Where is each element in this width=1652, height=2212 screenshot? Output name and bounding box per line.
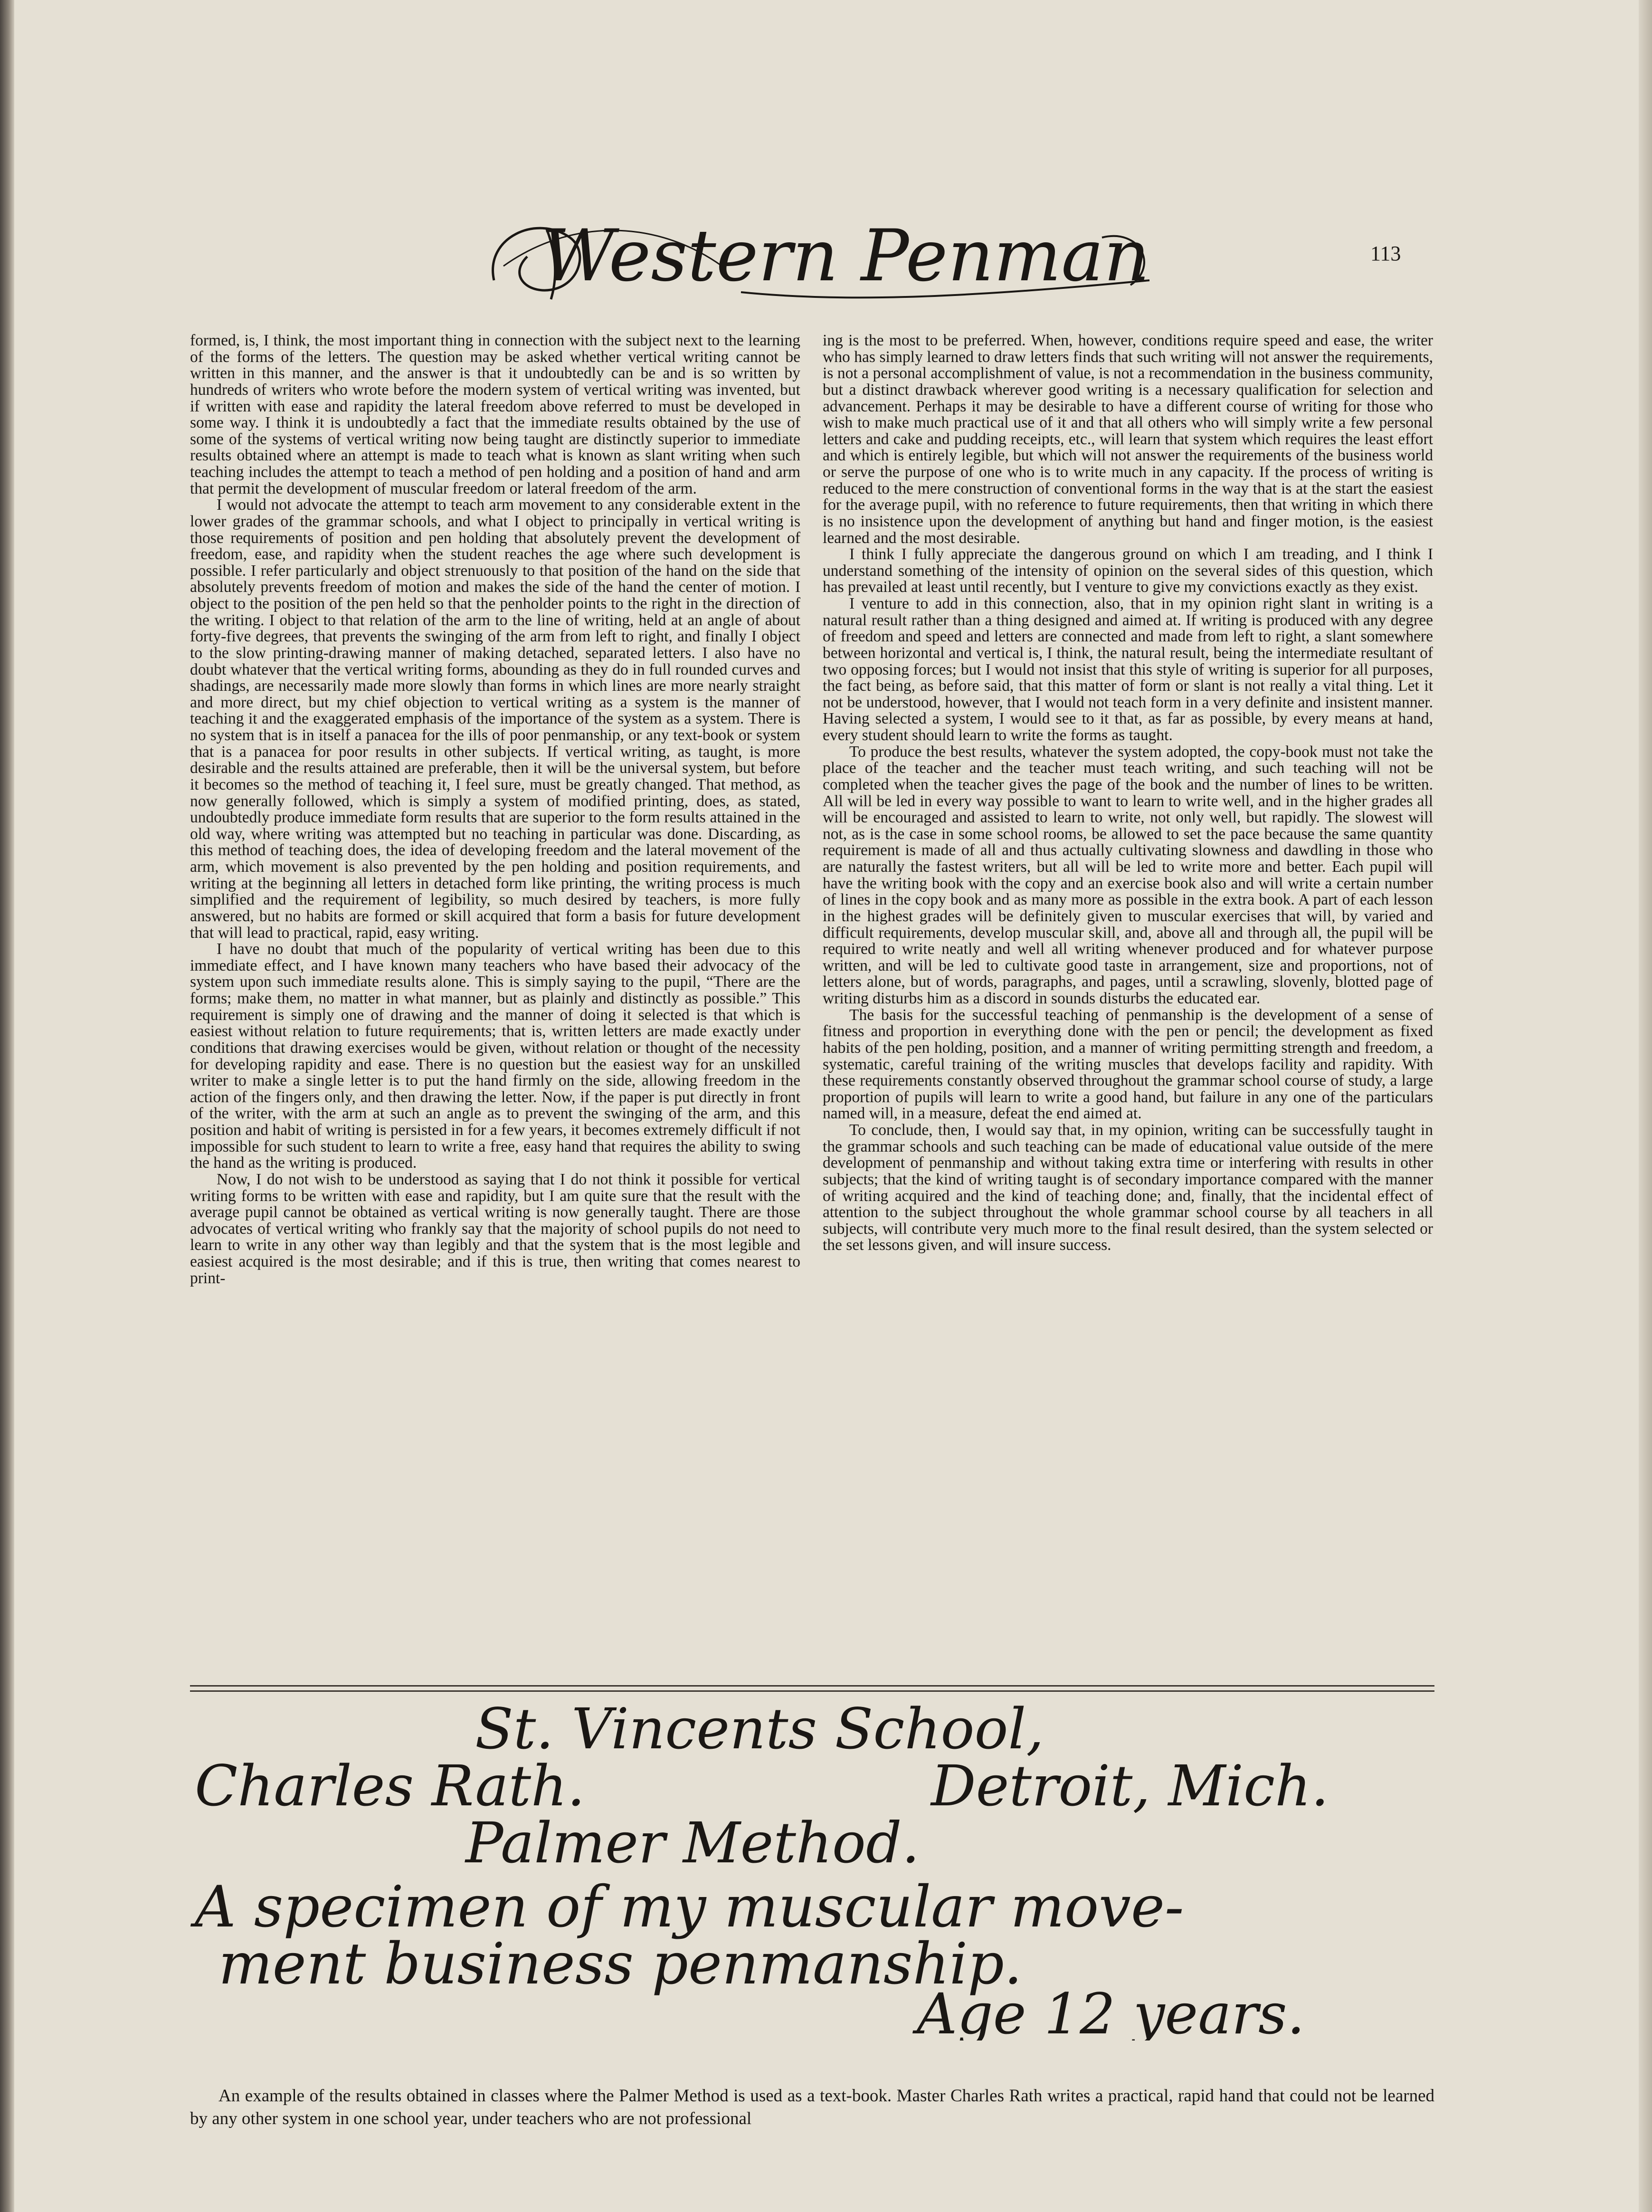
paragraph: formed, is, I think, the most important thing in connection with the subject next to the learning of the forms of the letters. The question may be asked whether vertical writing cannot be written in this manner, and the answer is that it undoubtedly can be and is so written by hundreds of writers who wrote before the modern system of vertical writing was invented, but if written with ease and rapidity the lateral freedom above referred to must be developed in some way. I think it is undoubtedly a fact that the immediate results obtained by the use of some of the systems of vertical writing now being taught are distinctly superior to immediate results obtained where an attempt is made to teach what is known as slant writing when such teaching includes the attempt to teach a method of pen holding and a position of hand and arm that permit the development of muscular freedom or lateral freedom of the arm. — [190, 333, 800, 497]
specimen-line-1: A specimen of my muscular move- — [195, 1874, 1184, 1940]
paragraph: I venture to add in this connection, also, that in my opinion right slant in writing is a natural result rather than a thing designed and aimed at. If writing is produced with any degree of freedom and speed and letters are connected and made from left to right, a slant somewhere between horizontal and vertical is, I think, the natural result, being the intermediate resultant of two opposing forces; but I would not insist that this style of writing is superior for all purposes, the fact being, as before said, that this matter of form or slant is not really a vital thing. Let it not be understood, however, that I would not teach form in a very definite and insistent manner. Having selected a system, I would see to it that, as far as possible, by every means at hand, every student should learn to write the forms as taught. — [823, 595, 1433, 744]
specimen-name: Charles Rath. — [195, 1753, 585, 1819]
paragraph: I think I fully appreciate the dangerous ground on which I am treading, and I think I understand something of the intensity of opinion on the several sides of this question, which has prevailed at least until recently, but I venture to give my convictions exactly as they exist. — [823, 545, 1433, 596]
article-column-right — [823, 333, 1433, 1676]
paragraph: ing is the most to be preferred. When, however, conditions require speed and ease, the writer who has simply learned to draw letters finds that such writing will not answer the requirements, is not a personal accomplishment of value, is not a recommendation in the business community, but a distinct drawback wherever good writing is a necessary qualification for selection and advancement. Perhaps it may be desirable to have a different course of writing for those who wish to make much practical use of it and that all others who will simply write a few personal letters and cake and pudding receipts, etc., will learn that system which requires the least effort and which is entirely legible, but which will not answer the requirements of the business world or serve the purpose of one who is to write much in any capacity. If the process of writing is reduced to the mere construction of conventional forms in the way that is at the start the easiest for the average pupil, with no reference to future requirements, then that writing in which there is no insistence upon the development of anything but hand and finger motion, is the easiest learned and the most desirable. — [823, 333, 1433, 547]
paragraph: I would not advocate the attempt to teach arm movement to any considerable extent in the lower grades of the grammar schools, and what I object to principally in vertical writing is those requirements of position and pen holding that absolutely prevent the development of freedom, ease, and rapidity when the student reaches the age where such development is possible. I refer particularly and object strenuously to that position of the hand on the side that absolutely prevents freedom of motion and makes the side of the hand the center of motion. I object to the position of the pen held so that the penholder points to the right in the direction of the writing. I object to that relation of the arm to the line of writing, held at an angle of about forty-five degrees, that prevents the swinging of the arm from left to right, and finally I object to the slow printing-drawing manner of making detached, separated letters. I also have no doubt whatever that the vertical writing forms, abounding as they do in full rounded curves and shadings, are necessarily made more slowly than forms in which lines are more nearly straight and more direct, but my chief objection to vertical writing as a system is the manner of teaching it and the exaggerated emphasis of the importance of the system as a system. There is no system that is in itself a panacea for the ills of poor penmanship, or any text-book or system that is a panacea for poor results in other subjects. If vertical writing, as taught, is more desirable and the results attained are preferable, then it will be the universal system, but before it becomes so the method of teaching it, I feel sure, must be greatly changed. That method, as now generally followed, which is simply a system of modified printing, does, as stated, undoubtedly produce immediate form results that are superior to the form results attained in the old way, where writing was attempted but no teaching in particular was done. Discarding, as this method of teaching does, the idea of developing freedom and the lateral movement of the arm, which movement is also prevented by the pen holding and position requirements, and writing at the beginning all letters in detached form like printing, the writing process is much simplified and the requirement of legibility, so much desired by teachers, is more fully answered, but no habits are formed or skill acquired that form a basis for future development that will lead to practical, rapid, easy writing. — [190, 496, 800, 942]
article-column-left — [190, 333, 800, 1676]
page-number: 113 — [1370, 242, 1401, 265]
masthead-logo — [475, 209, 1168, 309]
handwriting-specimen — [190, 1698, 1434, 2040]
masthead-title: Western Penman — [541, 215, 1150, 297]
page-edge — [1639, 0, 1652, 2212]
article-body — [190, 333, 1434, 1676]
masthead-script-svg — [475, 209, 1168, 309]
paragraph: To produce the best results, whatever the system adopted, the copy-book must not take the place of the teacher and the teacher must teach writing, and such teaching will not be completed when the teacher gives the page of the book and the number of lines to be written. All will be led in every way possible to want to learn to write well, and in the higher grades all will be encouraged and assisted to learn to write, not only well, but rapidly. The slowest will not, as is the case in some school rooms, be allowed to set the pace because the same quantity requirement is made of all and thus actually cultivating slowness and dawdling in those who are naturally the fastest writers, but all will be led to write more and better. Each pupil will have the writing book with the copy and an exercise book also and will write a certain number of lines in the copy book and as many more as possible in the extra book. A part of each lesson in the highest grades will be definitely given to muscular exercises that will, by varied and difficult requirements, develop muscular skill, and, above all and through all, the pupil will be required to write neatly and well all writing whenever produced and for whatever purpose written, and will be led to cultivate good taste in arrangement, size and proportions, not of letters alone, but of words, paragraphs, and pages, until a scrawling, slovenly, blotted page of writing disturbs him as a discord in sounds disturbs the educated ear. — [823, 743, 1433, 1007]
specimen-line-2: ment business penmanship. — [218, 1931, 1023, 1997]
specimen-city: Detroit, Mich. — [931, 1753, 1329, 1819]
paragraph: To conclude, then, I would say that, in my opinion, writing can be successfully taught in the grammar schools and such teaching can be made of educational value outside of the mere development of penmanship and without taking extra time or interfering with results in other subjects; that the kind of writing taught is of secondary importance compared with the manner of writing acquired and the kind of teaching done; and, finally, that the incidental effect of attention to the subject throughout the whole grammar school course by all teachers in all subjects, will contribute very much more to the final result desired, than the system selected or the set lessons given, and will insure success. — [823, 1121, 1433, 1254]
paragraph: Now, I do not wish to be understood as saying that I do not think it possible for vertical writing forms to be written with ease and rapidity, but I am quite sure that the result with the average pupil cannot be obtained as vertical writing is now generally taught. There are those advocates of vertical writing who frankly say that the majority of school pupils do not need to learn to write in any other way than legibly and that the system that is the most legible and easiest acquired is the most desirable; and if this is true, then writing that comes nearest to print- — [190, 1170, 800, 1287]
paragraph: I have no doubt that much of the popularity of vertical writing has been due to this immediate effect, and I have known many teachers who have based their advocacy of the system upon such immediate results alone. This is simply saying to the pupil, “There are the forms; make them, no matter in what manner, but as plainly and distinctly as possible.” This requirement is simply one of drawing and the manner of doing it selected is that which is easiest without relation to future requirements; that is, written letters are made exactly under conditions that drawing exercises would be given, without relation or thought of the necessity for developing rapidity and ease. There is no question but the easiest way for an unskilled writer to make a single letter is to put the hand firmly on the side, allowing freedom in the action of the fingers only, and then drawing the letter. Now, if the paper is put directly in front of the writer, with the arm at such an angle as to prevent the swinging of the arm, and this position and habit of writing is persisted in for a few years, it becomes extremely difficult if not impossible for such student to learn to write a free, easy hand that requires the ability to swing the hand as the writing is produced. — [190, 940, 800, 1172]
specimen-school: St. Vincents School, — [475, 1698, 1044, 1762]
specimen-age: Age 12 years. — [917, 1981, 1305, 2040]
book-binding-edge — [0, 0, 14, 2212]
caption-text: An example of the results obtained in classes where the Palmer Method is used as a text-book. Master Charles Rath writes a practical, rapid hand that could not be learned by any other system in one school year, under teachers who are not professional — [190, 2086, 1434, 2129]
paragraph: The basis for the successful teaching of penmanship is the development of a sense of fitness and proportion in everything done with the pen or pencil; the development as fixed habits of the pen holding, position, and a manner of writing permitting strength and freedom, a systematic, careful training of the writing muscles that develops facility and rapidity. With these requirements constantly observed throughout the grammar school course of study, a large proportion of pupils will learn to write a good hand, but failure in any one of the particulars named will, in a measure, defeat the end aimed at. — [823, 1006, 1433, 1123]
specimen-caption — [190, 2085, 1434, 2130]
handwriting-specimen-svg — [190, 1698, 1434, 2040]
specimen-method: Palmer Method. — [465, 1810, 920, 1876]
double-rule-divider — [190, 1685, 1434, 1692]
